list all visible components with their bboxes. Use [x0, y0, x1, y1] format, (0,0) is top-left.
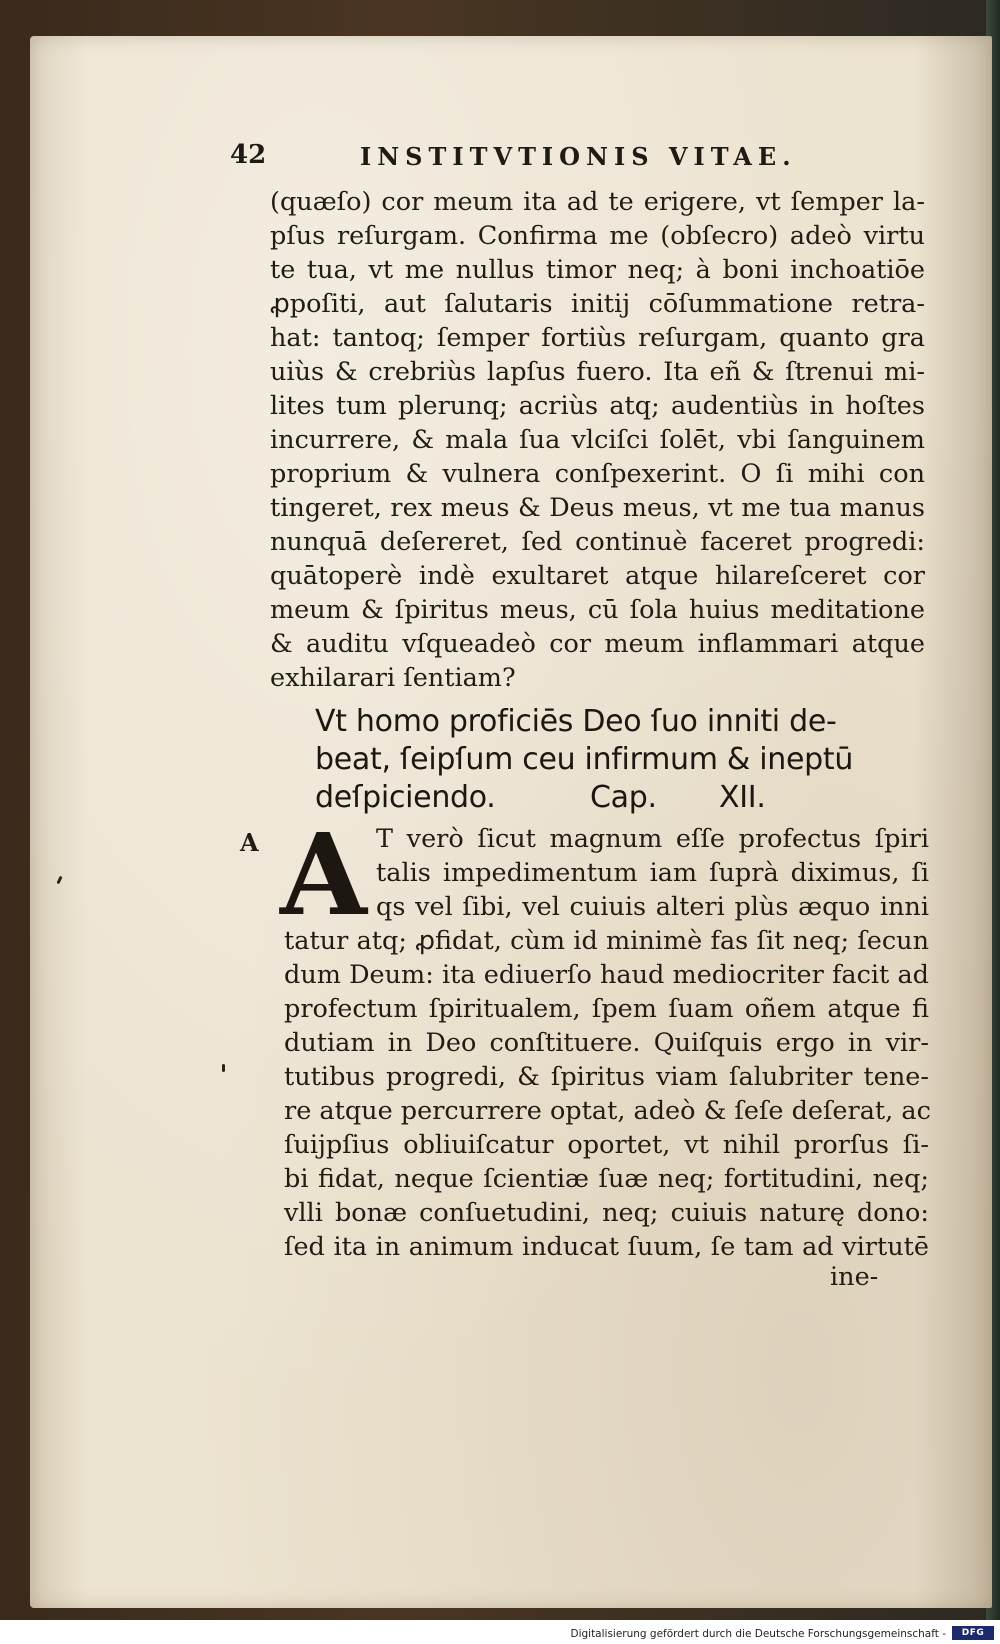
running-title: INSTITVTIONIS VITAE. [360, 142, 797, 171]
text-line: incurrere, & mala ſua vlciſci ſolēt, vbi ſanguinem [270, 425, 925, 455]
chapter-heading [315, 703, 930, 817]
text-line: dutiam in Deo conſtituere. Quiſquis ergo in vir- [284, 1028, 929, 1058]
text-line: meum & ſpiritus meus, cū ſola huius meditatione [270, 595, 925, 625]
chapter-heading-line: deſpiciendo. [315, 780, 496, 815]
margin-section-letter: A [240, 828, 259, 857]
text-line: (quæſo) cor meum ita ad te erigere, vt ſemper la- [270, 187, 925, 217]
text-line: ſed ita in animum inducat ſuum, ſe tam ad virtutē [284, 1232, 929, 1262]
text-line: profectum ſpiritualem, ſpem ſuam oñem atque fi [284, 994, 929, 1024]
text-line: lites tum plerunq; acriùs atq; audentiùs in hoſtes [270, 391, 925, 421]
text-line: ꝓpoſiti, aut ſalutaris initij cōſummatione retra- [270, 289, 925, 319]
text-line: vlli bonæ conſuetudini, neq; cuiuis naturę dono: [284, 1198, 929, 1228]
chapter-heading-line: beat, ſeipſum ceu infirmum & ineptū [315, 742, 854, 777]
body-text-block [270, 185, 925, 695]
text-line: dum Deum: ita ediuerſo haud mediocriter facit ad [284, 960, 929, 990]
text-line: ſuijpſius obliuiſcatur oportet, vt nihil prorſus ſi- [284, 1130, 929, 1160]
text-line: proprium & vulnera conſpexerint. O ſi mihi con [270, 459, 925, 489]
text-line: quātoperè indè exultaret atque hilareſceret cor [270, 561, 925, 591]
chapter-number: XII. [719, 780, 766, 815]
text-line: uiùs & crebriùs lapſus fuero. Ita eñ & ſtrenui mi- [270, 357, 925, 387]
text-line: re atque percurrere optat, adeò & ſeſe deſerat, ac [284, 1096, 931, 1126]
chapter-heading-final-row [315, 779, 930, 817]
text-line: tutibus progredi, & ſpiritus viam ſalubriter tene- [284, 1062, 929, 1092]
text-line: hat: tantoq; ſemper fortiùs reſurgam, quanto gra [270, 323, 925, 353]
text-line: exhilarari ſentiam? [270, 663, 516, 693]
text-line: tingeret, rex meus & Deus meus, vt me tua manus [270, 493, 925, 523]
text-line: te tua, vt me nullus timor neq; à boni inchoatiōe [270, 255, 925, 285]
page-number: 42 [230, 140, 267, 170]
text-line: & auditu vſqueadeò cor meum inflammari atque [270, 629, 925, 659]
text-line: nunquā deſereret, ſed continuè faceret progredi: [270, 527, 925, 557]
chapter-heading-line: Vt homo proficiēs Deo ſuo inniti de- [315, 704, 837, 739]
text-line: tatur atq; ꝓfidat, cùm id minimè fas ſit neq; ſecun [284, 926, 929, 956]
page-header [230, 140, 870, 180]
chapter-body-text [284, 822, 929, 1264]
catchword: ine- [830, 1262, 879, 1292]
text-line: T verò ſicut magnum eſſe profectus ſpiri [376, 824, 929, 854]
chapter-label: Cap. [590, 780, 657, 815]
paper-speck [222, 1064, 225, 1072]
text-line: bi fidat, neque ſcientiæ ſuæ neq; fortitudini, neq; [284, 1164, 929, 1194]
text-line: pſus reſurgam. Confirma me (obſecro) adeò virtu [270, 221, 925, 251]
text-line: qs vel ſibi, vel cuiuis alteri plùs æquo inni [376, 892, 929, 922]
drop-cap-initial: A [280, 810, 367, 941]
text-line: talis impedimentum iam ſuprà diximus, ſi [376, 858, 929, 888]
dfg-logo: DFG [952, 1626, 994, 1640]
digitization-credit: Digitalisierung gefördert durch die Deutsche Forschungsgemeinschaft - [570, 1628, 946, 1640]
